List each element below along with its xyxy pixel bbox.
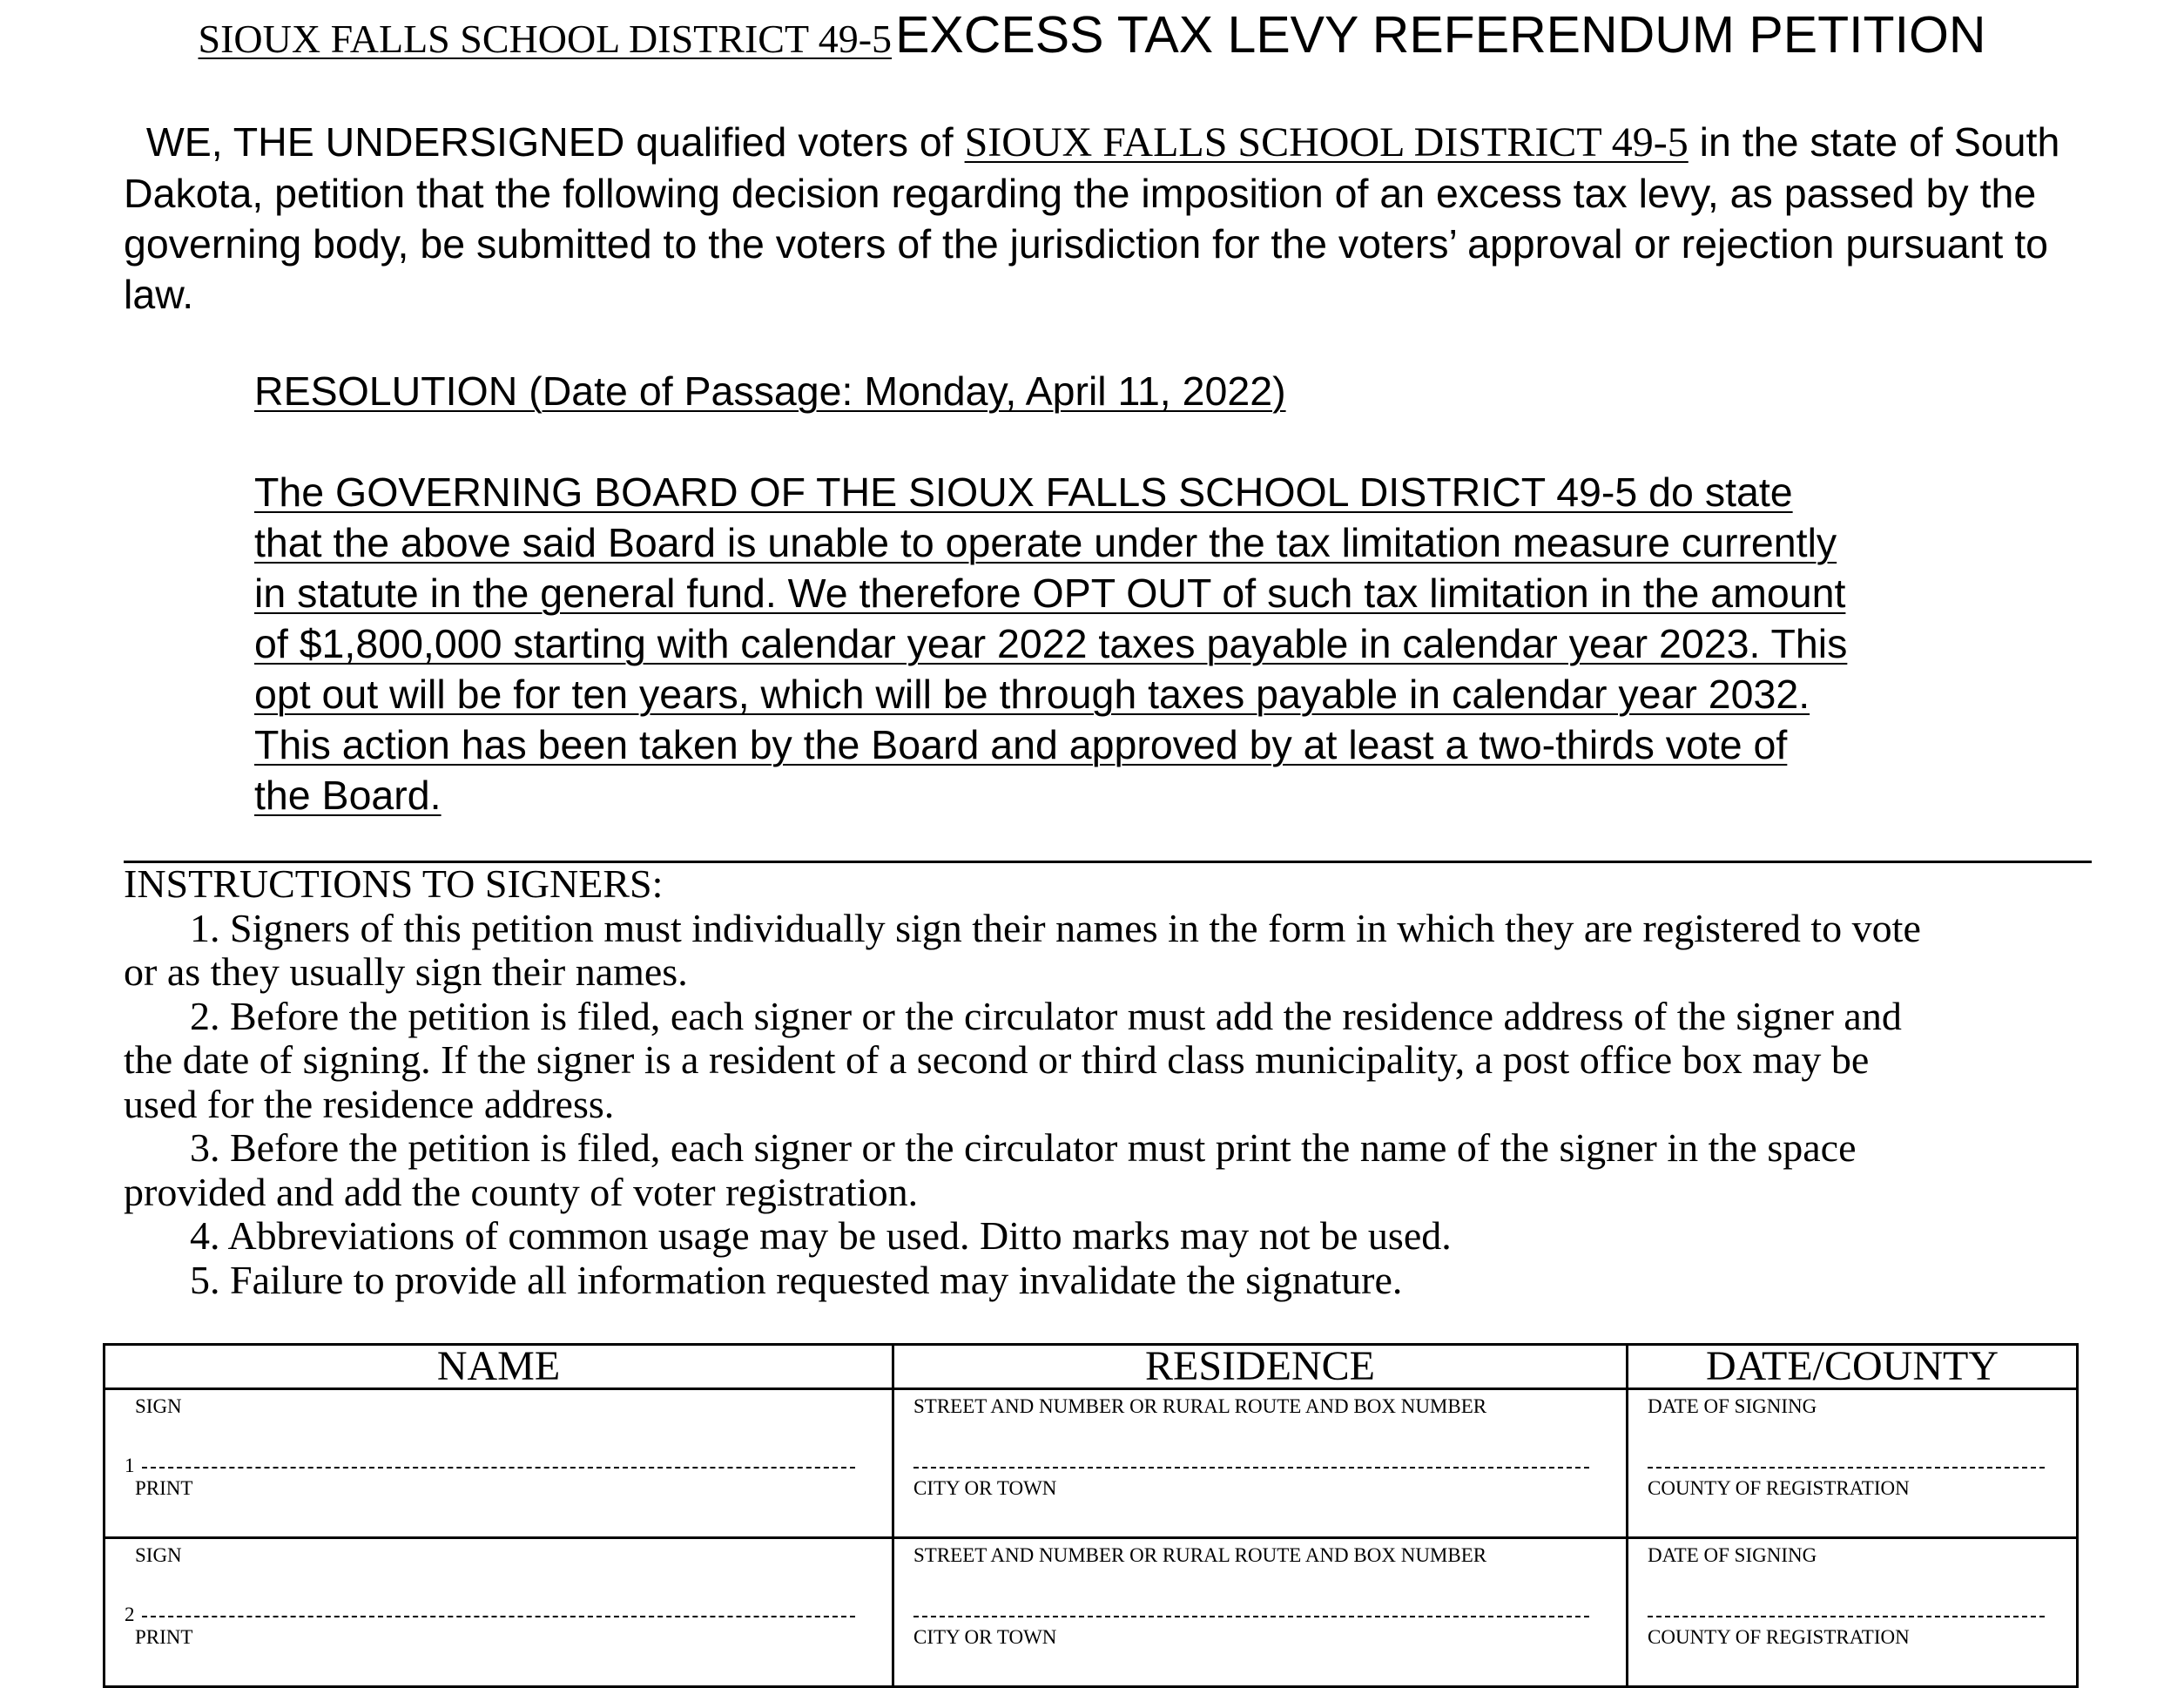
row-number: 1 — [125, 1455, 135, 1476]
street-label: STREET AND NUMBER OR RURAL ROUTE AND BOX NUMBER — [913, 1544, 1487, 1566]
name-signature-line[interactable] — [142, 1616, 855, 1617]
residence-cell[interactable] — [893, 1538, 1628, 1687]
resolution-line: opt out will be for ten years, which will be through taxes payable in calendar year 2032. — [254, 672, 1810, 717]
signature-table — [103, 1343, 2079, 1688]
date-label: DATE OF SIGNING — [1648, 1395, 1817, 1417]
sign-label: SIGN — [135, 1544, 182, 1566]
instruction-line: or as they usually sign their names. — [124, 949, 688, 994]
date-label: DATE OF SIGNING — [1648, 1544, 1817, 1566]
residence-cell[interactable] — [893, 1389, 1628, 1538]
intro-lead: WE, THE UNDERSIGNED qualified voters of — [145, 119, 965, 165]
intro-district: SIOUX FALLS SCHOOL DISTRICT 49-5 — [964, 119, 1689, 165]
instruction-line: 2. Before the petition is filed, each signer or the circulator must add the residence address of the signer and — [190, 993, 1902, 1038]
resolution-heading: RESOLUTION (Date of Passage: Monday, April 11, 2022) — [254, 368, 1286, 414]
row-number: 2 — [125, 1604, 135, 1625]
signature-row — [104, 1538, 2078, 1687]
sign-label: SIGN — [135, 1395, 182, 1417]
title-district: SIOUX FALLS SCHOOL DISTRICT 49-5 — [198, 17, 893, 61]
instruction-line: provided and add the county of voter registration. — [124, 1169, 919, 1214]
resolution-line: that the above said Board is unable to operate under the tax limitation measure currently — [254, 520, 1837, 565]
date-county-cell[interactable] — [1628, 1389, 2078, 1538]
resolution-text — [254, 467, 2022, 820]
city-label: CITY OR TOWN — [913, 1477, 1057, 1499]
instructions — [124, 862, 2100, 1302]
instruction-line: 1. Signers of this petition must individually sign their names in the form in which they are registered to vote — [190, 905, 1921, 950]
header-residence: RESIDENCE — [893, 1345, 1628, 1389]
intro-rest: in the state of South Dakota, petition that the following decision regarding the imposition of an excess tax levy, as passed by the governing body, be submitted to the voters of the jurisdiction for the voters’ approval or rejection pursuant to law. — [124, 119, 2060, 317]
instruction-line: 3. Before the petition is filed, each signer or the circulator must print the name of the signer in the space — [190, 1125, 1857, 1170]
signature-row — [104, 1389, 2078, 1538]
street-label: STREET AND NUMBER OR RURAL ROUTE AND BOX NUMBER — [913, 1395, 1487, 1417]
signature-table-header — [104, 1345, 2078, 1389]
name-signature-line[interactable] — [142, 1467, 855, 1469]
date-county-cell[interactable] — [1628, 1538, 2078, 1687]
resolution-line: in statute in the general fund. We therefore OPT OUT of such tax limitation in the amount — [254, 571, 1846, 616]
city-label: CITY OR TOWN — [913, 1626, 1057, 1648]
instruction-line: the date of signing. If the signer is a resident of a second or third class municipality, a post office box may be — [124, 1037, 1870, 1082]
instruction-line: used for the residence address. — [124, 1081, 615, 1126]
resolution-line: This action has been taken by the Board and approved by at least a two-thirds vote of — [254, 722, 1788, 767]
county-label: COUNTY OF REGISTRATION — [1648, 1477, 1910, 1499]
name-cell[interactable] — [104, 1538, 893, 1687]
date-line[interactable] — [1648, 1616, 2045, 1617]
intro-paragraph — [124, 117, 2100, 320]
petition-title — [0, 5, 2184, 64]
name-cell[interactable] — [104, 1389, 893, 1538]
instruction-line: 4. Abbreviations of common usage may be used. Ditto marks may not be used. — [190, 1213, 1452, 1258]
header-name: NAME — [104, 1345, 893, 1389]
resolution-line: the Board. — [254, 773, 442, 818]
header-date-county: DATE/COUNTY — [1628, 1345, 2078, 1389]
date-line[interactable] — [1648, 1467, 2045, 1469]
instructions-heading: INSTRUCTIONS TO SIGNERS: — [124, 861, 664, 906]
print-label: PRINT — [135, 1477, 193, 1499]
instruction-line: 5. Failure to provide all information requested may invalidate the signature. — [190, 1257, 1403, 1302]
street-line[interactable] — [913, 1616, 1589, 1617]
title-petition: EXCESS TAX LEVY REFERENDUM PETITION — [895, 6, 1986, 64]
county-label: COUNTY OF REGISTRATION — [1648, 1626, 1910, 1648]
print-label: PRINT — [135, 1626, 193, 1648]
street-line[interactable] — [913, 1467, 1589, 1469]
resolution-line: of $1,800,000 starting with calendar year 2022 taxes payable in calendar year 2023. This — [254, 621, 1848, 666]
resolution-line: The GOVERNING BOARD OF THE SIOUX FALLS SCHOOL DISTRICT 49-5 do state — [254, 469, 1793, 515]
